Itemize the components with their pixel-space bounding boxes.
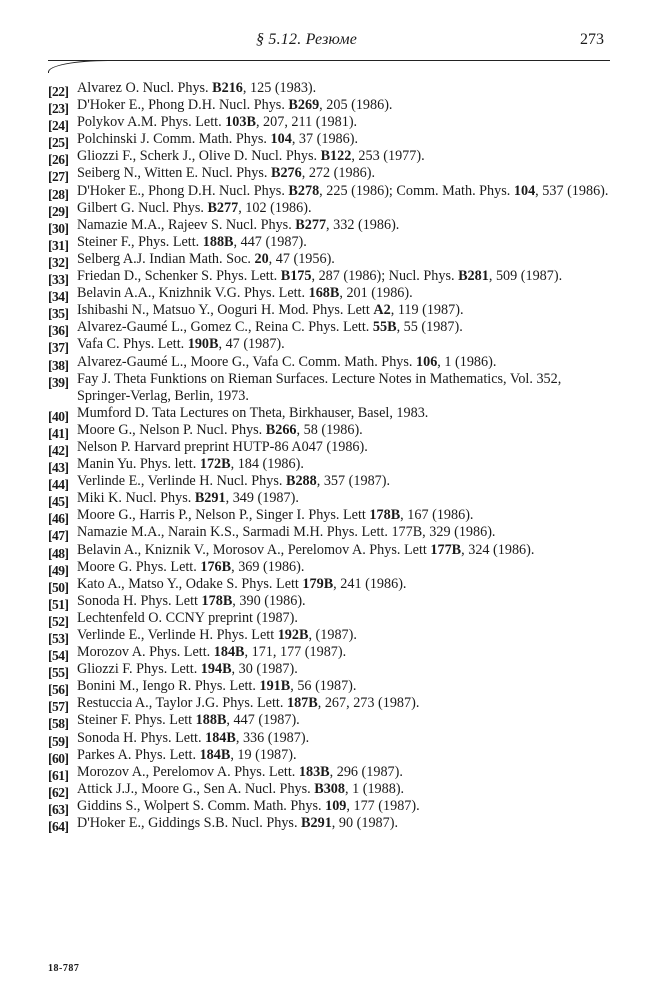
- reference-text-part: Steiner F. Phys. Lett: [77, 712, 196, 729]
- reference-volume: B291: [301, 815, 332, 832]
- reference-text: [77, 97, 392, 113]
- reference-volume: 194B: [200, 661, 232, 678]
- reference-number: [34]: [48, 289, 69, 305]
- reference-text-part: , 225 (1986); Comm. Math. Phys.: [319, 182, 514, 199]
- reference-number: [53]: [48, 631, 69, 646]
- reference-text-part: Sonoda H. Phys. Lett.: [77, 729, 206, 746]
- reference-item: [48, 405, 618, 422]
- reference-text-part: , 296 (1987).: [329, 763, 403, 780]
- reference-text: [77, 593, 306, 609]
- reference-text: [77, 200, 312, 216]
- reference-item: [48, 439, 618, 456]
- reference-text-part: , 537 (1986).: [535, 182, 609, 199]
- reference-item: [48, 268, 618, 288]
- reference-volume: 109: [325, 797, 347, 814]
- reference-volume: B278: [288, 182, 320, 199]
- reference-volume: 106: [416, 353, 438, 370]
- reference-text: [77, 490, 299, 506]
- reference-text: [77, 798, 420, 814]
- reference-item: [48, 747, 618, 764]
- reference-text: [77, 456, 304, 472]
- reference-item: [48, 678, 618, 698]
- reference-volume: 177B: [430, 541, 462, 558]
- reference-volume: B277: [207, 199, 239, 216]
- reference-list: [48, 80, 618, 835]
- reference-text-part: Giddins S., Wolpert S. Comm. Math. Phys.: [77, 797, 326, 814]
- reference-item: [48, 730, 618, 747]
- reference-text-part: Morozov A., Perelomov A. Phys. Lett.: [77, 763, 299, 780]
- reference-text-part: , 390 (1986).: [232, 592, 306, 609]
- reference-number: [44]: [48, 477, 69, 493]
- reference-volume: B276: [270, 165, 302, 182]
- reference-text-part: Morozov A. Phys. Lett.: [77, 644, 214, 661]
- reference-volume: 183B: [298, 763, 330, 780]
- reference-volume: B216: [212, 80, 243, 96]
- reference-volume: 191B: [259, 678, 291, 695]
- reference-text-part: , 177 (1987).: [346, 797, 420, 814]
- reference-text-part: Namazie M.A., Rajeev S. Nucl. Phys.: [77, 216, 296, 233]
- reference-text-part: , 357 (1987).: [316, 473, 391, 490]
- reference-item: [48, 610, 618, 627]
- reference-text-part: , 241 (1986).: [333, 575, 407, 592]
- reference-volume: 172B: [199, 456, 231, 473]
- reference-number: [59]: [48, 733, 69, 749]
- reference-text-part: Vafa C. Phys. Lett.: [77, 336, 188, 353]
- reference-text: [77, 542, 534, 558]
- reference-text-part: Friedan D., Schenker S. Phys. Lett.: [77, 268, 281, 285]
- reference-text-part: , 1 (1986).: [437, 353, 497, 370]
- reference-text: [77, 576, 406, 592]
- reference-text: [77, 747, 297, 763]
- reference-text-part: Nelson P. Harvard preprint HUTP-86 A047 (1986).: [77, 438, 368, 455]
- reference-number: [60]: [48, 750, 69, 766]
- reference-number: [27]: [48, 169, 69, 185]
- reference-text-part: , 207, 211 (1981).: [255, 114, 358, 131]
- reference-number: [58]: [48, 716, 69, 732]
- reference-item: [48, 644, 618, 664]
- reference-text: [77, 336, 285, 352]
- reference-text-part: , 349 (1987).: [225, 490, 299, 507]
- reference-volume: 178B: [201, 592, 233, 609]
- reference-text: [77, 781, 404, 797]
- reference-volume: 192B: [277, 627, 309, 643]
- reference-item: [48, 319, 618, 339]
- reference-number: [30]: [48, 220, 69, 236]
- reference-text-part: Moore G., Nelson P. Nucl. Phys.: [77, 421, 266, 438]
- reference-volume: 55B: [372, 319, 397, 336]
- reference-volume: 190B: [187, 336, 219, 353]
- reference-text: [77, 183, 608, 199]
- reference-text-part: , 37 (1986).: [291, 131, 359, 148]
- reference-text-part: , 171, 177 (1987).: [244, 644, 347, 661]
- reference-number: [37]: [48, 340, 69, 356]
- reference-text: [77, 148, 425, 164]
- reference-text-part: , 102 (1986).: [238, 199, 312, 216]
- reference-text-part: , 267, 273 (1987).: [317, 695, 420, 712]
- reference-text: [77, 439, 368, 455]
- reference-text-part: , 447 (1987).: [226, 712, 300, 729]
- reference-text-part: Alvarez-Gaumé L., Gomez C., Reina C. Phys. Lett.: [77, 319, 373, 336]
- reference-text: [77, 80, 316, 96]
- printer-signature: 18-787: [48, 963, 80, 974]
- reference-volume: B308: [314, 780, 345, 797]
- reference-text: [77, 319, 463, 335]
- reference-text: [77, 114, 357, 130]
- reference-text-part: Mumford D. Tata Lectures on Theta, Birkhauser, Basel, 1983.: [77, 404, 429, 421]
- reference-text-part: , 336 (1987).: [235, 729, 310, 746]
- reference-item: [48, 559, 618, 576]
- reference-text-part: Moore G. Phys. Lett.: [77, 558, 201, 575]
- reference-number: [46]: [48, 511, 69, 527]
- header-rule: [48, 60, 610, 61]
- reference-text-part: , 205 (1986).: [319, 97, 393, 114]
- reference-text-part: Verlinde E., Verlinde H. Nucl. Phys.: [77, 473, 286, 490]
- reference-volume: 178B: [369, 507, 401, 524]
- reference-number: [23]: [48, 101, 69, 117]
- reference-text-part: Alvarez O. Nucl. Phys.: [77, 80, 213, 96]
- reference-item: [48, 456, 618, 476]
- reference-text: [77, 371, 561, 404]
- reference-text-part: D'Hoker E., Giddings S.B. Nucl. Phys.: [77, 815, 302, 832]
- reference-text-part: Ishibashi N., Matsuo Y., Ooguri H. Mod. Phys. Lett: [77, 302, 374, 319]
- reference-number: [43]: [48, 460, 69, 476]
- reference-item: [48, 764, 618, 781]
- reference-item: [48, 371, 618, 405]
- reference-text-part: Belavin A., Kniznik V., Morosov A., Perelomov A. Phys. Lett: [77, 541, 431, 558]
- reference-item: [48, 695, 618, 715]
- reference-item: [48, 336, 618, 356]
- reference-item: [48, 490, 618, 510]
- reference-number: [52]: [48, 613, 69, 629]
- reference-volume: B266: [265, 421, 297, 438]
- reference-text-part: Belavin A.A., Knizhnik V.G. Phys. Lett.: [77, 285, 309, 302]
- reference-number: [36]: [48, 323, 69, 339]
- reference-number: [62]: [48, 784, 69, 800]
- reference-text: [77, 678, 356, 694]
- reference-number: [61]: [48, 767, 69, 783]
- reference-item: [48, 422, 618, 439]
- reference-volume: B122: [320, 148, 352, 165]
- reference-item: [48, 217, 618, 234]
- reference-item: [48, 131, 618, 151]
- reference-text: [77, 302, 464, 318]
- reference-text-part: Restuccia A., Taylor J.G. Phys. Lett.: [77, 695, 287, 712]
- reference-volume: 184B: [205, 729, 236, 746]
- reference-text: [77, 354, 496, 370]
- reference-text-part: , 119 (1987).: [390, 302, 464, 319]
- reference-text: [77, 815, 398, 831]
- reference-text: [77, 524, 495, 540]
- reference-text: [77, 627, 357, 643]
- reference-volume: 188B: [195, 712, 227, 729]
- reference-number: [51]: [48, 596, 69, 612]
- reference-number: [29]: [48, 203, 69, 219]
- reference-volume: 20: [254, 250, 269, 267]
- page-number: 273: [580, 31, 604, 48]
- reference-item: [48, 114, 618, 134]
- reference-number: [49]: [48, 562, 69, 578]
- reference-item: [48, 627, 618, 644]
- reference-volume: 188B: [202, 233, 234, 250]
- reference-number: [24]: [48, 118, 69, 134]
- reference-text-part: Gliozzi F. Phys. Lett.: [77, 661, 201, 678]
- reference-volume: B291: [194, 490, 226, 507]
- reference-item: [48, 712, 618, 732]
- reference-item: [48, 251, 618, 268]
- reference-text: [77, 610, 298, 626]
- reference-item: [48, 165, 618, 185]
- reference-text-part: Gilbert G. Nucl. Phys.: [77, 199, 208, 216]
- reference-text-part: Parkes A. Phys. Lett.: [77, 746, 200, 763]
- reference-text-part: , 30 (1987).: [231, 661, 298, 678]
- reference-number: [48]: [48, 545, 69, 561]
- reference-item: [48, 234, 618, 251]
- reference-number: [42]: [48, 442, 69, 458]
- reference-volume: 176B: [200, 558, 232, 575]
- reference-text-part: Namazie M.A., Narain K.S., Sarmadi M.H. Phys. Lett. 177B, 329 (1986).: [77, 524, 496, 541]
- reference-volume: 184B: [199, 746, 231, 763]
- reference-text-part: , 369 (1986).: [231, 558, 305, 575]
- reference-text-part: Bonini M., Iengo R. Phys. Lett.: [77, 678, 260, 695]
- reference-text-part: Miki K. Nucl. Phys.: [77, 490, 195, 507]
- reference-text: [77, 405, 428, 421]
- reference-text-part: Sonoda H. Phys. Lett: [77, 592, 202, 609]
- reference-text-part: Attick J.J., Moore G., Sen A. Nucl. Phys.: [77, 780, 315, 797]
- reference-volume: 103B: [225, 114, 256, 131]
- reference-text-part: Gliozzi F., Scherk J., Olive D. Nucl. Phys.: [77, 148, 321, 165]
- reference-volume: 187B: [286, 695, 318, 712]
- reference-text-part: , 1 (1988).: [345, 780, 405, 797]
- reference-text: [77, 695, 419, 711]
- reference-item: [48, 183, 618, 200]
- reference-item: [48, 815, 618, 835]
- reference-text-part: Alvarez-Gaumé L., Moore G., Vafa C. Comm. Math. Phys.: [77, 353, 416, 370]
- reference-item: [48, 302, 618, 322]
- reference-volume: 179B: [302, 575, 334, 592]
- reference-text-part: , 201 (1986).: [339, 285, 413, 302]
- reference-number: [47]: [48, 528, 69, 544]
- reference-text-part: , 90 (1987).: [331, 815, 398, 832]
- reference-text-part: , 47 (1987).: [218, 336, 285, 353]
- reference-number: [55]: [48, 665, 69, 681]
- header-rule-flourish: [48, 60, 119, 73]
- reference-volume: 184B: [213, 644, 245, 661]
- reference-volume: 168B: [308, 285, 340, 302]
- reference-text-part: Moore G., Harris P., Nelson P., Singer I. Phys. Lett: [77, 507, 370, 524]
- reference-item: [48, 285, 618, 305]
- reference-text-part: Seiberg N., Witten E. Nucl. Phys.: [77, 165, 271, 182]
- reference-text-part: Steiner F., Phys. Lett.: [77, 233, 203, 250]
- reference-volume: B277: [295, 216, 327, 233]
- reference-text: [77, 507, 473, 523]
- reference-text-part: Polykov A.M. Phys. Lett.: [77, 114, 226, 131]
- reference-text: [77, 131, 358, 147]
- reference-item: [48, 542, 618, 559]
- reference-number: [31]: [48, 237, 69, 253]
- reference-text: [77, 217, 399, 233]
- reference-text-part: , 184 (1986).: [230, 456, 304, 473]
- reference-text-part: , 447 (1987).: [233, 233, 307, 250]
- reference-item: [48, 200, 618, 217]
- reference-item: [48, 798, 618, 815]
- reference-number: [64]: [48, 819, 69, 835]
- reference-text: [77, 764, 403, 780]
- reference-number: [38]: [48, 357, 69, 373]
- reference-text-part: Kato A., Matso Y., Odake S. Phys. Lett: [77, 575, 303, 592]
- reference-number: [54]: [48, 648, 69, 664]
- reference-number: [25]: [48, 135, 69, 151]
- reference-text: [77, 251, 335, 267]
- reference-text-part: Verlinde E., Verlinde H. Phys. Lett: [77, 627, 278, 643]
- reference-text-part: , 272 (1986).: [301, 165, 376, 182]
- reference-number: [39]: [48, 374, 69, 390]
- reference-number: [26]: [48, 152, 69, 168]
- reference-text: [77, 422, 363, 438]
- reference-text: [77, 234, 307, 250]
- reference-number: [45]: [48, 494, 69, 510]
- reference-text: [77, 661, 298, 677]
- reference-text-part: , 125 (1983).: [242, 80, 317, 96]
- reference-number: [22]: [48, 84, 69, 99]
- reference-volume: 104: [270, 131, 292, 148]
- reference-text-part: , 324 (1986).: [461, 541, 535, 558]
- reference-volume: B175: [280, 268, 312, 285]
- reference-item: [48, 507, 618, 527]
- reference-number: [50]: [48, 579, 69, 595]
- reference-item: [48, 354, 618, 371]
- reference-text: [77, 285, 413, 301]
- reference-text-part: , 509 (1987).: [488, 268, 563, 285]
- reference-item: [48, 661, 618, 681]
- reference-volume: A2: [373, 302, 391, 319]
- reference-item: [48, 473, 618, 493]
- reference-volume: B288: [285, 473, 317, 490]
- reference-text: [77, 473, 390, 489]
- reference-text-part: , 47 (1956).: [268, 250, 335, 267]
- reference-number: [40]: [48, 408, 69, 424]
- reference-item: [48, 97, 618, 117]
- reference-text-part: Lechtenfeld O. CCNY preprint (1987).: [77, 609, 298, 626]
- reference-item: [48, 593, 618, 610]
- reference-text: [77, 644, 346, 660]
- reference-text: [77, 730, 309, 746]
- reference-text-part: , 19 (1987).: [230, 746, 297, 763]
- reference-text: [77, 268, 562, 284]
- reference-text-part: , 287 (1986); Nucl. Phys.: [311, 268, 459, 285]
- reference-item: [48, 524, 618, 544]
- reference-text-part: , 56 (1987).: [290, 678, 357, 695]
- reference-text-part: Selberg A.J. Indian Math. Soc.: [77, 250, 255, 267]
- reference-item: [48, 781, 618, 798]
- reference-text-part: D'Hoker E., Phong D.H. Nucl. Phys.: [77, 97, 289, 114]
- reference-volume: B281: [458, 268, 489, 285]
- reference-number: [28]: [48, 186, 69, 202]
- reference-number: [57]: [48, 699, 69, 715]
- reference-text-part: Manin Yu. Phys. lett.: [77, 456, 200, 473]
- reference-number: [63]: [48, 801, 69, 817]
- reference-text-part: , 332 (1986).: [326, 216, 400, 233]
- reference-number: [33]: [48, 272, 69, 288]
- reference-number: [56]: [48, 682, 69, 698]
- reference-volume: B269: [288, 97, 320, 114]
- reference-text: [77, 165, 375, 181]
- reference-text: [77, 559, 304, 575]
- reference-text: [77, 712, 300, 728]
- reference-item: [48, 576, 618, 593]
- reference-number: [41]: [48, 425, 69, 441]
- reference-text-part: , 55 (1987).: [396, 319, 463, 336]
- reference-number: [32]: [48, 254, 69, 270]
- reference-item: [48, 80, 618, 97]
- reference-number: [35]: [48, 306, 69, 322]
- reference-text-part: , 167 (1986).: [400, 507, 474, 524]
- reference-volume: 104: [513, 182, 536, 199]
- reference-text-part: , 58 (1986).: [296, 421, 363, 438]
- reference-text-part: D'Hoker E., Phong D.H. Nucl. Phys.: [77, 182, 289, 199]
- reference-text-part: , 253 (1977).: [351, 148, 425, 165]
- reference-item: [48, 148, 618, 168]
- reference-text-part: , (1987).: [308, 627, 357, 643]
- running-header-title: § 5.12. Резюме: [256, 31, 358, 48]
- reference-text-part: Fay J. Theta Funktions on Rieman Surfaces. Lecture Notes in Mathematics, Vol. 352, Springer-Verlag, Berlin, 1973.: [77, 370, 562, 404]
- reference-text-part: Polchinski J. Comm. Math. Phys.: [77, 131, 271, 148]
